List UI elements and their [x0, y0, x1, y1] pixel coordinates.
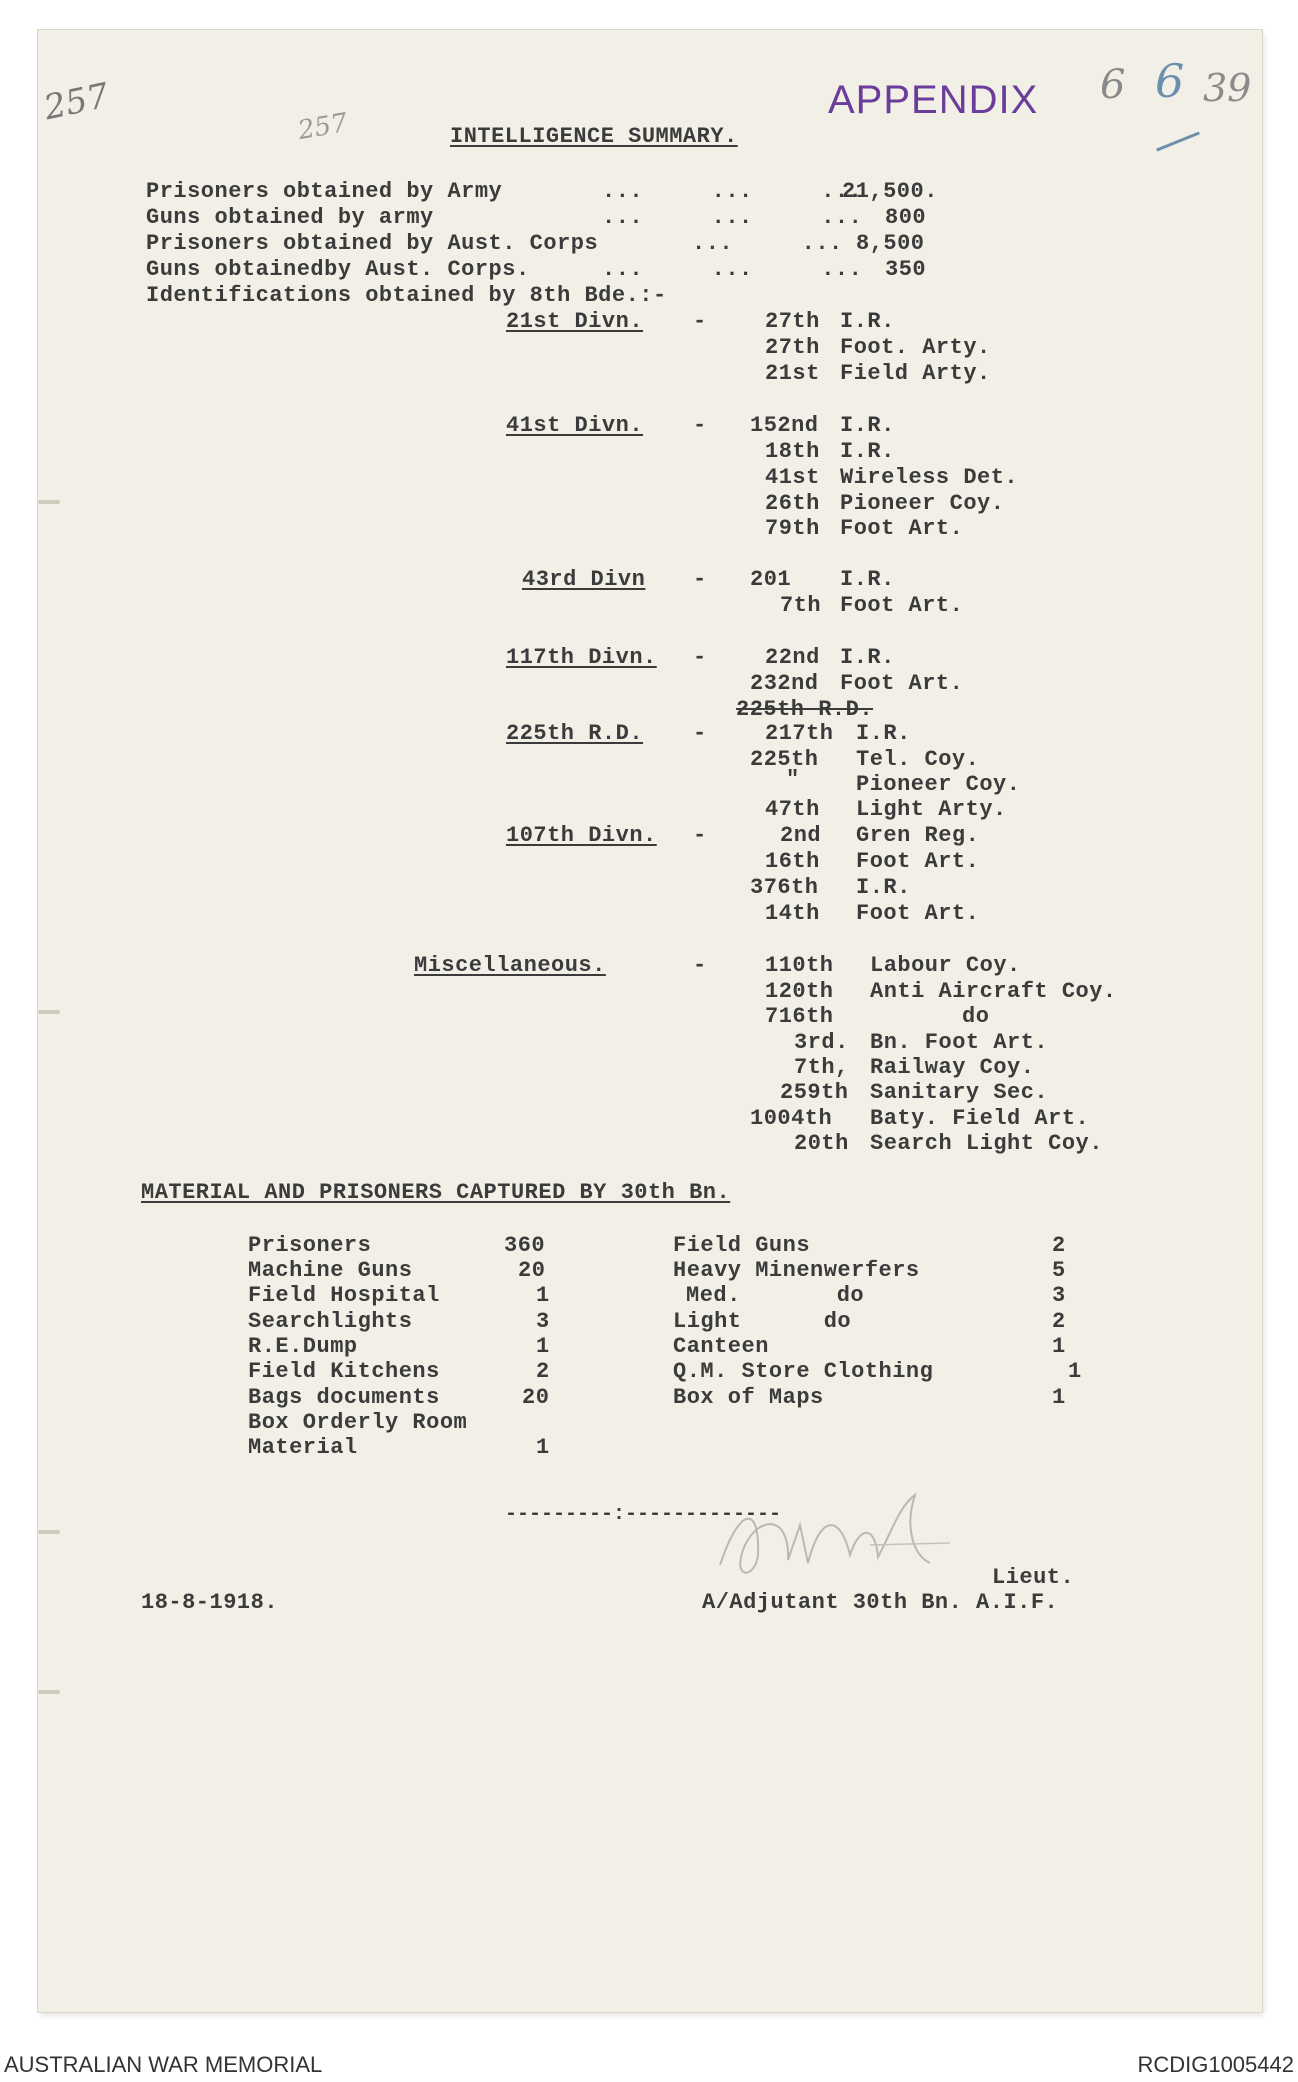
material-item: Machine Guns: [248, 1258, 413, 1283]
archive-credit: AUSTRALIAN WAR MEMORIAL: [4, 2052, 323, 2077]
binding-mark: [38, 1690, 60, 1694]
unit-number: 232nd: [750, 671, 819, 696]
unit-name: Wireless Det.: [840, 465, 1019, 490]
material-quantity: 1: [536, 1283, 550, 1308]
dash: -: [693, 309, 707, 334]
material-quantity: 2: [1052, 1233, 1066, 1258]
material-item: Med. do: [686, 1283, 865, 1308]
binding-mark: [38, 1010, 60, 1014]
material-item: Bags documents: [248, 1385, 440, 1410]
stat-value: 350: [885, 257, 927, 282]
folio-number-pencil: 257: [295, 107, 350, 147]
appendix-number-pencil: 6: [1100, 62, 1126, 108]
stat-label: Guns obtained by army: [146, 205, 434, 230]
unit-name: I.R.: [856, 721, 911, 746]
unit-number: 2nd: [780, 823, 822, 848]
material-quantity: 1: [536, 1334, 550, 1359]
page-number-pencil: 39: [1203, 66, 1252, 110]
unit-name: Field Arty.: [840, 361, 991, 386]
material-quantity: 1: [1052, 1385, 1066, 1410]
material-item: Canteen: [673, 1334, 769, 1359]
appendix-stamp: APPENDIX: [828, 78, 1039, 122]
unit-name: Pioneer Coy.: [856, 772, 1021, 797]
material-quantity: 3: [536, 1309, 550, 1334]
unit-number: 79th: [765, 516, 820, 541]
unit-name: I.R.: [840, 413, 895, 438]
division-name: 43rd Divn: [522, 567, 646, 592]
division-name: 21st Divn.: [506, 309, 644, 334]
unit-name: Bn. Foot Art.: [870, 1030, 1049, 1055]
material-item: Searchlights: [248, 1309, 413, 1334]
appendix-number-blue: 6: [1155, 54, 1185, 108]
material-quantity: 5: [1052, 1258, 1066, 1283]
unit-name: Baty. Field Art.: [870, 1106, 1090, 1131]
stat-label: Prisoners obtained by Army: [146, 179, 503, 204]
unit-number: 120th: [765, 979, 834, 1004]
unit-number: 716th: [765, 1004, 834, 1029]
unit-name: I.R.: [856, 875, 911, 900]
unit-number: 225th: [750, 747, 819, 772]
unit-number: 16th: [765, 849, 820, 874]
unit-number: 18th: [765, 439, 820, 464]
unit-number: 22nd: [765, 645, 820, 670]
stat-value: 21,500.: [842, 179, 938, 204]
stat-dots: ... ... ...: [602, 205, 863, 230]
unit-name: Anti Aircraft Coy.: [870, 979, 1117, 1004]
unit-name: I.R.: [840, 645, 895, 670]
unit-number: 7th: [780, 593, 822, 618]
material-item: Field Guns: [673, 1233, 811, 1258]
unit-name: Foot Art.: [840, 593, 964, 618]
unit-name: Foot Art.: [840, 516, 964, 541]
division-name: Miscellaneous.: [414, 953, 606, 978]
page-title: INTELLIGENCE SUMMARY.: [450, 124, 738, 149]
material-item: Light do: [673, 1309, 852, 1334]
material-quantity: 20: [518, 1258, 546, 1283]
identifications-label: Identifications obtained by 8th Bde.:-: [146, 283, 667, 308]
material-quantity: 20: [522, 1385, 550, 1410]
unit-name: I.R.: [840, 567, 895, 592]
unit-number: 7th,: [794, 1055, 849, 1080]
material-item: Box Orderly Room: [248, 1410, 468, 1435]
unit-name: Labour Coy.: [870, 953, 1021, 978]
separator-line: ---------:-------------: [505, 1503, 782, 1526]
unit-number: 152nd: [750, 413, 819, 438]
unit-name: Tel. Coy.: [856, 747, 980, 772]
unit-name: Railway Coy.: [870, 1055, 1035, 1080]
material-item: Heavy Minenwerfers: [673, 1258, 920, 1283]
stat-value: 800: [885, 205, 927, 230]
material-quantity: 1: [1052, 1334, 1066, 1359]
unit-name: Foot Art.: [840, 671, 964, 696]
material-item: Field Hospital: [248, 1283, 440, 1308]
stat-dots: ... ... ...: [602, 179, 863, 204]
unit-number: 3rd.: [794, 1030, 849, 1055]
unit-name: Gren Reg.: [856, 823, 980, 848]
division-name: 41st Divn.: [506, 413, 644, 438]
material-item: Q.M. Store Clothing: [673, 1359, 934, 1384]
unit-number: 14th: [765, 901, 820, 926]
signature-scrawl: [700, 1485, 970, 1595]
material-item: Field Kitchens: [248, 1359, 440, 1384]
dash: -: [693, 953, 707, 978]
binding-mark: [38, 500, 60, 504]
unit-name: Foot Art.: [856, 849, 980, 874]
unit-number: 376th: [750, 875, 819, 900]
unit-number: 41st: [765, 465, 820, 490]
unit-number: 1004th: [750, 1106, 833, 1131]
material-quantity: 2: [1052, 1309, 1066, 1334]
unit-number: 26th: [765, 491, 820, 516]
unit-number: 217th: [765, 721, 834, 746]
stat-dots: ... ... ...: [602, 257, 863, 282]
folio-number-handwritten: 257: [40, 75, 113, 129]
unit-name: Foot Art.: [856, 901, 980, 926]
unit-number: 27th: [765, 335, 820, 360]
binding-mark: [38, 1530, 60, 1534]
unit-number: 27th: [765, 309, 820, 334]
unit-number: ": [786, 767, 800, 792]
stat-value: 8,500: [856, 231, 925, 256]
unit-name: Pioneer Coy.: [840, 491, 1005, 516]
unit-name: Foot. Arty.: [840, 335, 991, 360]
document-page: [38, 30, 1262, 2012]
material-item: R.E.Dump: [248, 1334, 358, 1359]
unit-name: I.R.: [840, 439, 895, 464]
unit-name: do: [962, 1004, 990, 1029]
dash: -: [693, 413, 707, 438]
material-item: Prisoners: [248, 1233, 372, 1258]
division-name: 225th R.D.: [506, 721, 644, 746]
division-name: 117th Divn.: [506, 645, 657, 670]
dash: -: [693, 567, 707, 592]
unit-number: 110th: [765, 953, 834, 978]
material-quantity: 1: [1068, 1359, 1082, 1384]
material-section-title: MATERIAL AND PRISONERS CAPTURED BY 30th Bn.: [141, 1180, 731, 1205]
unit-number: 47th: [765, 797, 820, 822]
unit-name: Search Light Coy.: [870, 1131, 1103, 1156]
signatory-rank: Lieut.: [992, 1565, 1075, 1590]
unit-name: Light Arty.: [856, 797, 1007, 822]
division-name: 107th Divn.: [506, 823, 657, 848]
dash: -: [693, 645, 707, 670]
material-item: Material: [248, 1435, 358, 1460]
dash: -: [693, 823, 707, 848]
signatory-title: A/Adjutant 30th Bn. A.I.F.: [702, 1590, 1059, 1615]
dash: -: [693, 721, 707, 746]
unit-name: Sanitary Sec.: [870, 1080, 1049, 1105]
stat-dots: ... ...: [692, 231, 843, 256]
material-item: Box of Maps: [673, 1385, 824, 1410]
struck-out-entry: 225th R.D.: [736, 697, 874, 722]
material-quantity: 360: [504, 1233, 546, 1258]
unit-number: 201: [750, 567, 792, 592]
unit-number: 21st: [765, 361, 820, 386]
unit-number: 259th: [780, 1080, 849, 1105]
material-quantity: 3: [1052, 1283, 1066, 1308]
stat-label: Guns obtainedby Aust. Corps.: [146, 257, 530, 282]
material-quantity: 1: [536, 1435, 550, 1460]
unit-name: I.R.: [840, 309, 895, 334]
unit-number: 20th: [794, 1131, 849, 1156]
archive-reference: RCDIG1005442: [1137, 2052, 1294, 2077]
document-date: 18-8-1918.: [141, 1590, 279, 1615]
material-quantity: 2: [536, 1359, 550, 1384]
stat-label: Prisoners obtained by Aust. Corps: [146, 231, 599, 256]
